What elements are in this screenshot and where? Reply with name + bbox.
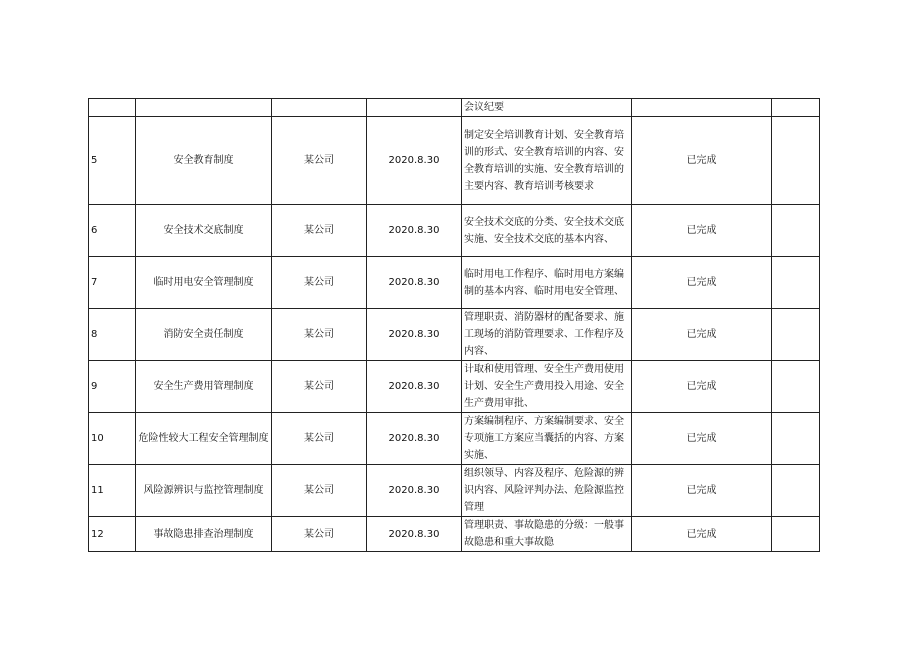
- table-body: [89, 99, 820, 552]
- cell-blank: [772, 117, 820, 205]
- cell-content: 管理职责、消防器材的配备要求、施工现场的消防管理要求、工作程序及内容、: [462, 309, 632, 361]
- table-row: [89, 465, 820, 517]
- table-row: [89, 117, 820, 205]
- cell-org: 某公司: [272, 117, 367, 205]
- cell-content: 方案编制程序、方案编制要求、安全专项施工方案应当囊括的内容、方案实施、: [462, 413, 632, 465]
- cell-status: [632, 99, 772, 117]
- cell-name: 临时用电安全管理制度: [136, 257, 272, 309]
- cell-content: 会议纪要: [462, 99, 632, 117]
- cell-no: 11: [89, 465, 136, 517]
- cell-no: 10: [89, 413, 136, 465]
- cell-content: 管理职责、事故隐患的分级：一般事故隐患和重大事故隐: [462, 517, 632, 552]
- cell-status: 已完成: [632, 309, 772, 361]
- cell-no: 9: [89, 361, 136, 413]
- cell-no: 7: [89, 257, 136, 309]
- table-row-continued: [89, 99, 820, 117]
- cell-content: 临时用电工作程序、临时用电方案编制的基本内容、临时用电安全管理、: [462, 257, 632, 309]
- cell-status: 已完成: [632, 117, 772, 205]
- cell-org: 某公司: [272, 309, 367, 361]
- cell-content: 组织领导、内容及程序、危险源的辨识内容、风险评判办法、危险源监控管理: [462, 465, 632, 517]
- cell-org: 某公司: [272, 465, 367, 517]
- table-row: [89, 309, 820, 361]
- table-row: [89, 517, 820, 552]
- table-row: [89, 205, 820, 257]
- table-row: [89, 413, 820, 465]
- cell-blank: [772, 257, 820, 309]
- cell-status: 已完成: [632, 465, 772, 517]
- cell-blank: [772, 205, 820, 257]
- cell-status: 已完成: [632, 361, 772, 413]
- cell-date: 2020.8.30: [367, 465, 462, 517]
- cell-blank: [772, 361, 820, 413]
- cell-name: 风险源辨识与监控管理制度: [136, 465, 272, 517]
- cell-org: [272, 99, 367, 117]
- cell-name: 安全技术交底制度: [136, 205, 272, 257]
- cell-content: 制定安全培训教育计划、安全教育培训的形式、安全教育培训的内容、安全教育培训的实施、安全教育培训的主要内容、教育培训考核要求: [462, 117, 632, 205]
- cell-org: 某公司: [272, 413, 367, 465]
- cell-date: 2020.8.30: [367, 117, 462, 205]
- cell-date: 2020.8.30: [367, 205, 462, 257]
- cell-no: 12: [89, 517, 136, 552]
- cell-no: 6: [89, 205, 136, 257]
- cell-org: 某公司: [272, 257, 367, 309]
- cell-name: 消防安全责任制度: [136, 309, 272, 361]
- cell-content: 计取和使用管理、安全生产费用使用计划、安全生产费用投入用途、安全生产费用审批、: [462, 361, 632, 413]
- cell-content: 安全技术交底的分类、安全技术交底实施、安全技术交底的基本内容、: [462, 205, 632, 257]
- cell-no: [89, 99, 136, 117]
- cell-blank: [772, 517, 820, 552]
- cell-no: 8: [89, 309, 136, 361]
- table-row: [89, 361, 820, 413]
- cell-name: 事故隐患排查治理制度: [136, 517, 272, 552]
- cell-name: 危险性较大工程安全管理制度: [136, 413, 272, 465]
- cell-status: 已完成: [632, 205, 772, 257]
- document-table: [88, 98, 820, 552]
- cell-date: [367, 99, 462, 117]
- cell-blank: [772, 99, 820, 117]
- cell-no: 5: [89, 117, 136, 205]
- cell-status: 已完成: [632, 517, 772, 552]
- cell-blank: [772, 309, 820, 361]
- cell-blank: [772, 465, 820, 517]
- cell-status: 已完成: [632, 413, 772, 465]
- cell-blank: [772, 413, 820, 465]
- cell-status: 已完成: [632, 257, 772, 309]
- cell-date: 2020.8.30: [367, 517, 462, 552]
- cell-org: 某公司: [272, 361, 367, 413]
- cell-org: 某公司: [272, 205, 367, 257]
- cell-name: 安全教育制度: [136, 117, 272, 205]
- cell-date: 2020.8.30: [367, 309, 462, 361]
- cell-date: 2020.8.30: [367, 257, 462, 309]
- cell-org: 某公司: [272, 517, 367, 552]
- cell-name: 安全生产费用管理制度: [136, 361, 272, 413]
- cell-date: 2020.8.30: [367, 413, 462, 465]
- cell-date: 2020.8.30: [367, 361, 462, 413]
- table-row: [89, 257, 820, 309]
- cell-name: [136, 99, 272, 117]
